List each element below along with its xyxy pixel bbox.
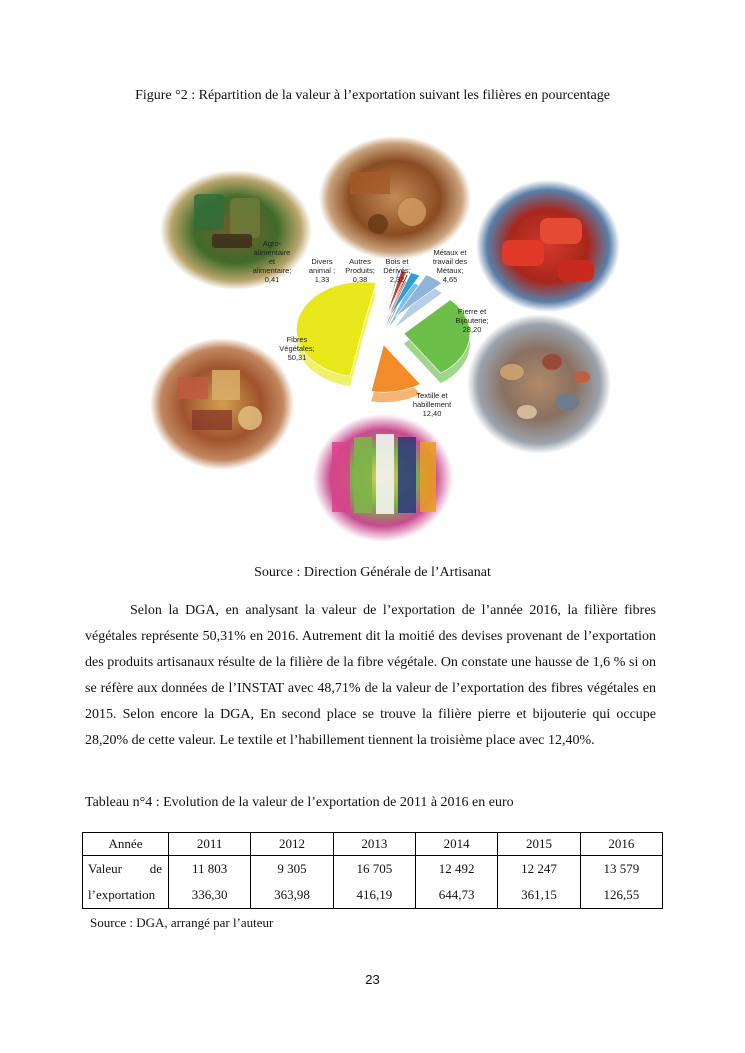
pie-data-label: Divers animal ; 1,33 bbox=[308, 257, 336, 284]
header-year-label: Année bbox=[83, 833, 169, 856]
cell-top: 11 803 bbox=[192, 861, 228, 876]
metal-toy-cars-photo bbox=[476, 180, 620, 312]
pie-chart-svg bbox=[112, 122, 632, 550]
pie-data-label: Agro-alimentaire et alimentaire; 0,41 bbox=[252, 239, 292, 284]
pie-data-label: Fibres Végétales; 50,31 bbox=[279, 335, 315, 362]
figure-pie-chart bbox=[112, 122, 632, 550]
page-number: 23 bbox=[365, 972, 380, 987]
header-year: 2011 bbox=[169, 833, 251, 856]
pie-data-label: Bois et Dérivés; 2,32 bbox=[383, 257, 411, 284]
pie-data-label: Autres Produits; 0,38 bbox=[345, 257, 375, 284]
cell-bottom: 126,55 bbox=[603, 887, 640, 902]
cell-bottom: 644,73 bbox=[438, 887, 475, 902]
figure-caption: Figure °2 : Répartition de la valeur à l’exportation suivant les filières en pourcentage bbox=[135, 88, 610, 103]
table-row bbox=[83, 856, 663, 909]
cell-top: 13 579 bbox=[603, 861, 640, 876]
cell-top: 12 492 bbox=[438, 861, 475, 876]
pie-slices bbox=[296, 270, 470, 402]
table-cell bbox=[498, 856, 580, 909]
pie-data-label: Textille et habillement 12,40 bbox=[412, 391, 452, 418]
cell-top: 9 305 bbox=[277, 861, 307, 876]
body-paragraph bbox=[85, 598, 656, 754]
table-cell bbox=[333, 856, 415, 909]
header-year: 2016 bbox=[580, 833, 662, 856]
cell-bottom: 336,30 bbox=[191, 887, 228, 902]
textile-dresses-photo bbox=[313, 414, 453, 542]
table-cell bbox=[415, 856, 497, 909]
vegetal-fibre-baskets-photo bbox=[150, 338, 294, 470]
cell-top: 16 705 bbox=[356, 861, 393, 876]
wood-crafts-photo bbox=[319, 136, 471, 260]
table-cell bbox=[251, 856, 333, 909]
row-label-part: l’exportation bbox=[88, 887, 156, 902]
cell-bottom: 363,98 bbox=[274, 887, 310, 902]
cell-bottom: 416,19 bbox=[356, 887, 393, 902]
header-year: 2014 bbox=[415, 833, 497, 856]
header-year: 2012 bbox=[251, 833, 333, 856]
table-caption: Tableau n°4 : Evolution de la valeur de l’exportation de 2011 à 2016 en euro bbox=[85, 795, 514, 810]
export-value-table bbox=[82, 832, 663, 909]
row-label bbox=[83, 856, 169, 909]
data-table bbox=[82, 832, 663, 909]
pie-data-label: Pierre et Bijouterie; 28,20 bbox=[455, 307, 489, 334]
figure-source: Source : Direction Générale de l’Artisanat bbox=[254, 565, 491, 580]
row-label-part: Valeur bbox=[88, 861, 122, 876]
table-header-row bbox=[83, 833, 663, 856]
row-label-part: de bbox=[149, 861, 162, 876]
cell-top: 12 247 bbox=[521, 861, 557, 876]
cell-bottom: 361,15 bbox=[521, 887, 557, 902]
stones-jewelry-photo bbox=[467, 314, 611, 454]
table-cell bbox=[580, 856, 662, 909]
table-cell bbox=[169, 856, 251, 909]
header-year: 2015 bbox=[498, 833, 580, 856]
header-year: 2013 bbox=[333, 833, 415, 856]
pie-data-label: Métaux et travail des Métaux; 4,65 bbox=[432, 248, 468, 284]
table-source: Source : DGA, arrangé par l’auteur bbox=[90, 915, 274, 930]
paragraph-text: Selon la DGA, en analysant la valeur de l’exportation de l’année 2016, la filière fibres végétales représente 50,31% en 2016. Autrement dit la moitié des devises provenant de l’exportation des produits artisanaux résulte de la filière de la fibre végétale. On constate une hausse de 1,6 % si on se réfère aux données de l’INSTAT avec 48,71% de la valeur de l’exportation des fibres végétales en 2015. Selon encore la DGA, En second place se trouve la filière pierre et bijouterie qui occupe 28,20% de cette valeur. Le textile et l’habillement tiennent la troisième place avec 12,40%. bbox=[85, 603, 656, 748]
